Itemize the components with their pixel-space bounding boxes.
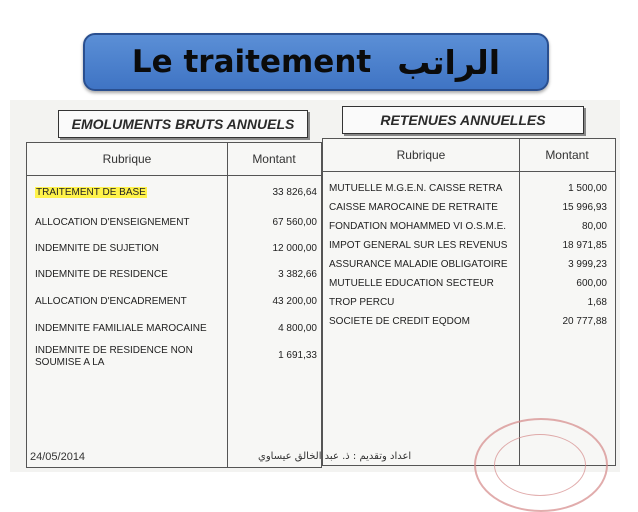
row-value: 43 200,00 xyxy=(272,296,317,307)
retenues-col-rubrique: Rubrique xyxy=(323,139,519,172)
row-label: SOCIETE DE CREDIT EQDOM xyxy=(329,316,470,327)
title-arabic: الراتب xyxy=(397,42,501,82)
row-label: INDEMNITE DE SUJETION xyxy=(35,243,159,254)
row-value: 1 500,00 xyxy=(568,183,607,194)
row-value: 18 971,85 xyxy=(562,240,607,251)
row-value: 600,00 xyxy=(576,278,607,289)
row-value: 80,00 xyxy=(581,221,607,232)
row-value: 1,68 xyxy=(587,297,607,308)
row-value: 1 691,33 xyxy=(278,350,317,361)
row-label: INDEMNITE DE RESIDENCE xyxy=(35,269,168,280)
row-label: ASSURANCE MALADIE OBLIGATOIRE xyxy=(329,259,508,270)
row-label: CAISSE MAROCAINE DE RETRAITE xyxy=(329,202,498,213)
row-value: 3 382,66 xyxy=(278,269,317,280)
row-label-continued: SOUMISE A LA xyxy=(35,357,105,368)
retenues-col-montant: Montant xyxy=(519,139,615,172)
row-value: 15 996,93 xyxy=(562,202,607,213)
row-label: ALLOCATION D'ENCADREMENT xyxy=(35,296,187,307)
footer-author: اعداد وتقديم : ذ. عبد الخالق عيساوي xyxy=(258,451,412,462)
row-label: MUTUELLE M.G.E.N. CAISSE RETRA xyxy=(329,183,503,194)
row-label: TROP PERCU xyxy=(329,297,395,308)
row-label: FONDATION MOHAMMED VI O.S.M.E. xyxy=(329,221,507,232)
emoluments-col-montant: Montant xyxy=(227,143,321,176)
footer-date: 24/05/2014 xyxy=(30,451,86,463)
emoluments-header: EMOLUMENTS BRUTS ANNUELS xyxy=(58,110,308,138)
row-value: 33 826,64 xyxy=(272,187,317,198)
row-label: ALLOCATION D'ENSEIGNEMENT xyxy=(35,217,190,228)
row-value: 4 800,00 xyxy=(278,323,317,334)
row-label: IMPOT GENERAL SUR LES REVENUS xyxy=(329,240,508,251)
row-value: 3 999,23 xyxy=(568,259,607,270)
emoluments-table xyxy=(26,142,322,468)
official-stamp xyxy=(474,418,608,512)
payslip-document xyxy=(10,100,620,472)
slide-title xyxy=(83,33,549,91)
row-label: INDEMNITE DE RESIDENCE NON xyxy=(35,345,193,356)
row-value: 12 000,00 xyxy=(272,243,317,254)
row-label: MUTUELLE EDUCATION SECTEUR xyxy=(329,278,494,289)
row-value: 20 777,88 xyxy=(562,316,607,327)
row-label: TRAITEMENT DE BASE xyxy=(36,187,146,198)
emoluments-col-rubrique: Rubrique xyxy=(27,143,227,176)
row-value: 67 560,00 xyxy=(272,217,317,228)
row-label: INDEMNITE FAMILIALE MAROCAINE xyxy=(35,323,207,334)
column-divider xyxy=(519,139,520,465)
retenues-table xyxy=(322,138,616,466)
column-divider xyxy=(227,143,228,467)
title-french: Le traitement xyxy=(131,44,372,80)
retenues-header: RETENUES ANNUELLES xyxy=(342,106,584,134)
